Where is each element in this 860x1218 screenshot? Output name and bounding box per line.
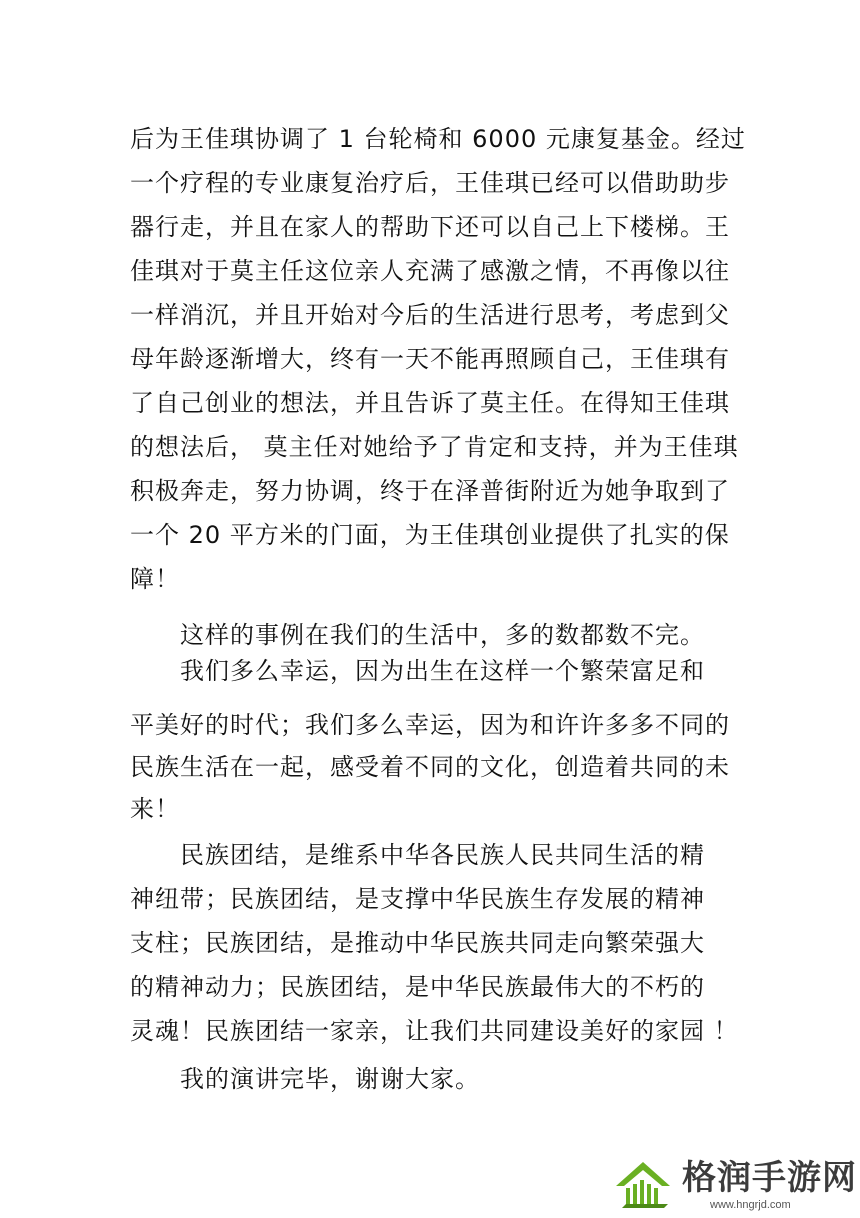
text-line: 一样消沉，并且开始对今后的生活进行思考，考虑到父 — [130, 301, 730, 329]
text-line: 器行走，并且在家人的帮助下还可以自己上下楼梯。王 — [130, 213, 730, 241]
text-line: 支柱；民族团结，是推动中华民族共同走向繁荣强大 — [130, 929, 705, 957]
text-line: 佳琪对于莫主任这位亲人充满了感激之情，不再像以往 — [130, 257, 730, 285]
text-line: 灵魂！民族团结一家亲，让我们共同建设美好的家园 ！ — [130, 1017, 739, 1045]
text-line: 平美好的时代；我们多么幸运，因为和许许多多不同的 — [130, 711, 730, 739]
text-line: 这样的事例在我们的生活中，多的数都数不完。 — [180, 621, 705, 649]
text-line: 一个疗程的专业康复治疗后，王佳琪已经可以借助助步 — [130, 169, 730, 197]
text-line: 障！ — [130, 565, 180, 593]
text-line: 的精神动力；民族团结，是中华民族最伟大的不朽的 — [130, 973, 705, 1001]
text-line: 积极奔走，努力协调，终于在泽普街附近为她争取到了 — [130, 477, 730, 505]
text-line: 来！ — [130, 795, 180, 823]
text-line: 我的演讲完毕，谢谢大家。 — [180, 1065, 480, 1093]
watermark-title: 格润手游网 — [682, 1158, 857, 1198]
watermark — [614, 1158, 857, 1214]
text-line: 民族团结，是维系中华各民族人民共同生活的精 — [180, 841, 705, 869]
text-line: 了自己创业的想法，并且告诉了莫主任。在得知王佳琪 — [130, 389, 730, 417]
text-line: 我们多么幸运，因为出生在这样一个繁荣富足和 — [180, 657, 705, 685]
text-line: 一个 20 平方米的门面，为王佳琪创业提供了扎实的保 — [130, 521, 730, 549]
text-line: 民族生活在一起，感受着不同的文化，创造着共同的未 — [130, 753, 730, 781]
house-logo-icon — [614, 1160, 672, 1210]
text-line: 后为王佳琪协调了 1 台轮椅和 6000 元康复基金。经过 — [130, 125, 746, 153]
text-line: 母年龄逐渐增大，终有一天不能再照顾自己，王佳琪有 — [130, 345, 730, 373]
text-line: 的想法后， 莫主任对她给予了肯定和支持，并为王佳琪 — [130, 433, 739, 461]
watermark-url: www.hngrjd.com — [710, 1199, 791, 1211]
text-line: 神纽带；民族团结，是支撑中华民族生存发展的精神 — [130, 885, 705, 913]
